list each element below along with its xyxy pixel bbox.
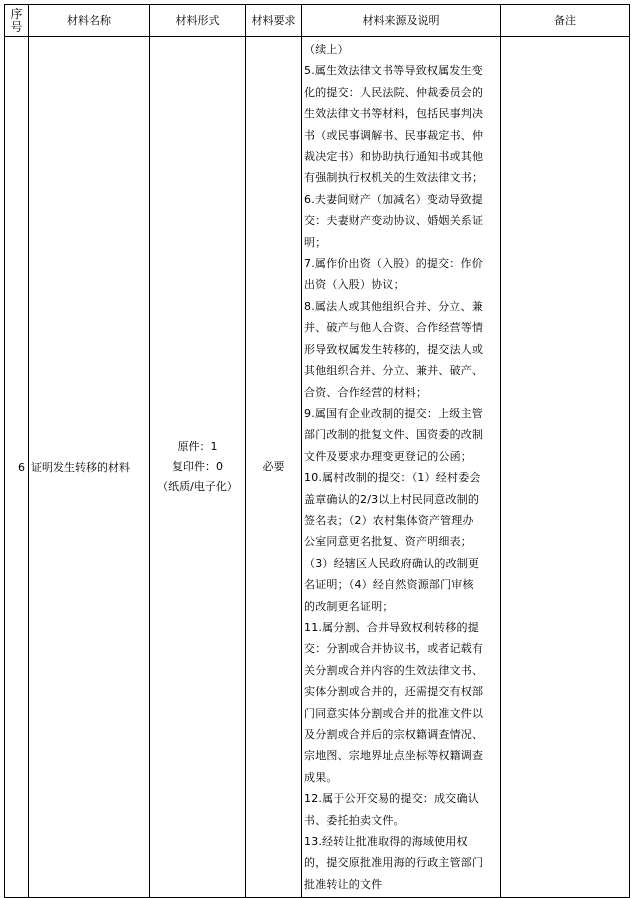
header-remark: 备注 bbox=[501, 5, 630, 37]
form-line: 原件：1 bbox=[177, 440, 218, 454]
description-line: 生效法律文书等材料，包括民事判决 bbox=[304, 107, 484, 121]
description-line: 文件及要求办理变更登记的公函； bbox=[304, 449, 472, 463]
description-line: 的，提交原批准用海的行政主管部门 bbox=[304, 856, 484, 870]
description-line: 合资、合作经营的材料； bbox=[304, 385, 428, 399]
description-line: 12.属于公开交易的提交：成交确认 bbox=[304, 792, 479, 806]
description-line: 成果。 bbox=[304, 770, 338, 784]
description-line: （续上） bbox=[304, 43, 349, 56]
header-name: 材料名称 bbox=[29, 5, 150, 37]
description-line: 公室同意更名批复、资产明细表； bbox=[304, 535, 472, 549]
description-line: 9.属国有企业改制的提交：上级主管 bbox=[304, 406, 483, 420]
table-row bbox=[5, 37, 630, 898]
description-line: 名证明；（4）经自然资源部门审核 bbox=[304, 578, 474, 592]
description-line: 书（或民事调解书、民事裁定书、仲 bbox=[304, 128, 484, 142]
row-remark bbox=[501, 37, 630, 898]
row-description bbox=[302, 37, 501, 898]
description-line: 5.属生效法律文书等导致权属发生变 bbox=[304, 64, 483, 78]
description-line: 11.属分割、合并导致权利转移的提 bbox=[304, 620, 479, 634]
header-source: 材料来源及说明 bbox=[302, 5, 501, 37]
header-seq: 序 号 bbox=[5, 5, 29, 37]
header-form: 材料形式 bbox=[150, 5, 246, 37]
row-material-form bbox=[150, 37, 246, 898]
description-line: 签名表；（2）农村集体资产管理办 bbox=[304, 513, 474, 527]
description-line: 宗地图、宗地界址点坐标等权籍调查 bbox=[304, 749, 484, 763]
description-line: 交：夫妻财产变动协议、婚姻关系证 bbox=[304, 214, 484, 228]
description-line: 形导致权属发生转移的，提交法人或 bbox=[304, 342, 484, 356]
description-line: 批准转让的文件 bbox=[304, 877, 383, 891]
description-line: 13.经转让批准取得的海域使用权 bbox=[304, 835, 468, 849]
form-line: （纸质/电子化） bbox=[157, 480, 238, 494]
description-line: 门同意实体分割或合并的批准文件以 bbox=[304, 706, 484, 720]
description-line: 交：分割或合并协议书，或者记载有 bbox=[304, 642, 484, 656]
row-requirement: 必要 bbox=[246, 37, 302, 898]
description-line: 化的提交：人民法院、仲裁委员会的 bbox=[304, 85, 484, 99]
description-line: 及分割或合并后的宗权籍调查情况、 bbox=[304, 728, 484, 741]
description-line: 书、委托拍卖文件。 bbox=[304, 813, 405, 827]
description-line: 盖章确认的2/3以上村民同意改制的 bbox=[304, 492, 480, 506]
materials-table bbox=[4, 4, 630, 898]
description-line: 7.属作价出资（入股）的提交：作价 bbox=[304, 257, 483, 271]
description-line: 有强制执行权机关的生效法律文书； bbox=[304, 171, 484, 185]
description-line: 其他组织合并、分立、兼并、破产、 bbox=[304, 364, 484, 378]
description-line: 6.夫妻间财产（加减名）变动导致提 bbox=[304, 192, 483, 206]
description-line: （3）经辖区人民政府确认的改制更 bbox=[304, 556, 480, 570]
description-line: 实体分割或合并的，还需提交有权部 bbox=[304, 685, 484, 699]
description-line: 出资（入股）协议； bbox=[304, 278, 405, 292]
row-material-name: 证明发生转移的材料 bbox=[29, 37, 150, 898]
description-line: 明； bbox=[304, 235, 327, 249]
description-line: 裁决定书）和协助执行通知书或其他 bbox=[304, 150, 484, 164]
description-line: 关分割或合并内容的生效法律文书、 bbox=[304, 663, 484, 677]
form-line: 复印件：0 bbox=[172, 460, 223, 474]
description-line: 并、破产与他人合资、合作经营等情 bbox=[304, 321, 484, 335]
description-line: 10.属村改制的提交：（1）经村委会 bbox=[304, 471, 481, 485]
description-line: 部门改制的批复文件、国资委的改制 bbox=[304, 428, 484, 442]
description-line: 的改制更名证明； bbox=[304, 599, 394, 613]
row-seq: 6 bbox=[5, 37, 29, 898]
description-line: 8.属法人或其他组织合并、分立、兼 bbox=[304, 299, 483, 313]
header-row bbox=[5, 5, 630, 37]
header-requirement: 材料要求 bbox=[246, 5, 302, 37]
